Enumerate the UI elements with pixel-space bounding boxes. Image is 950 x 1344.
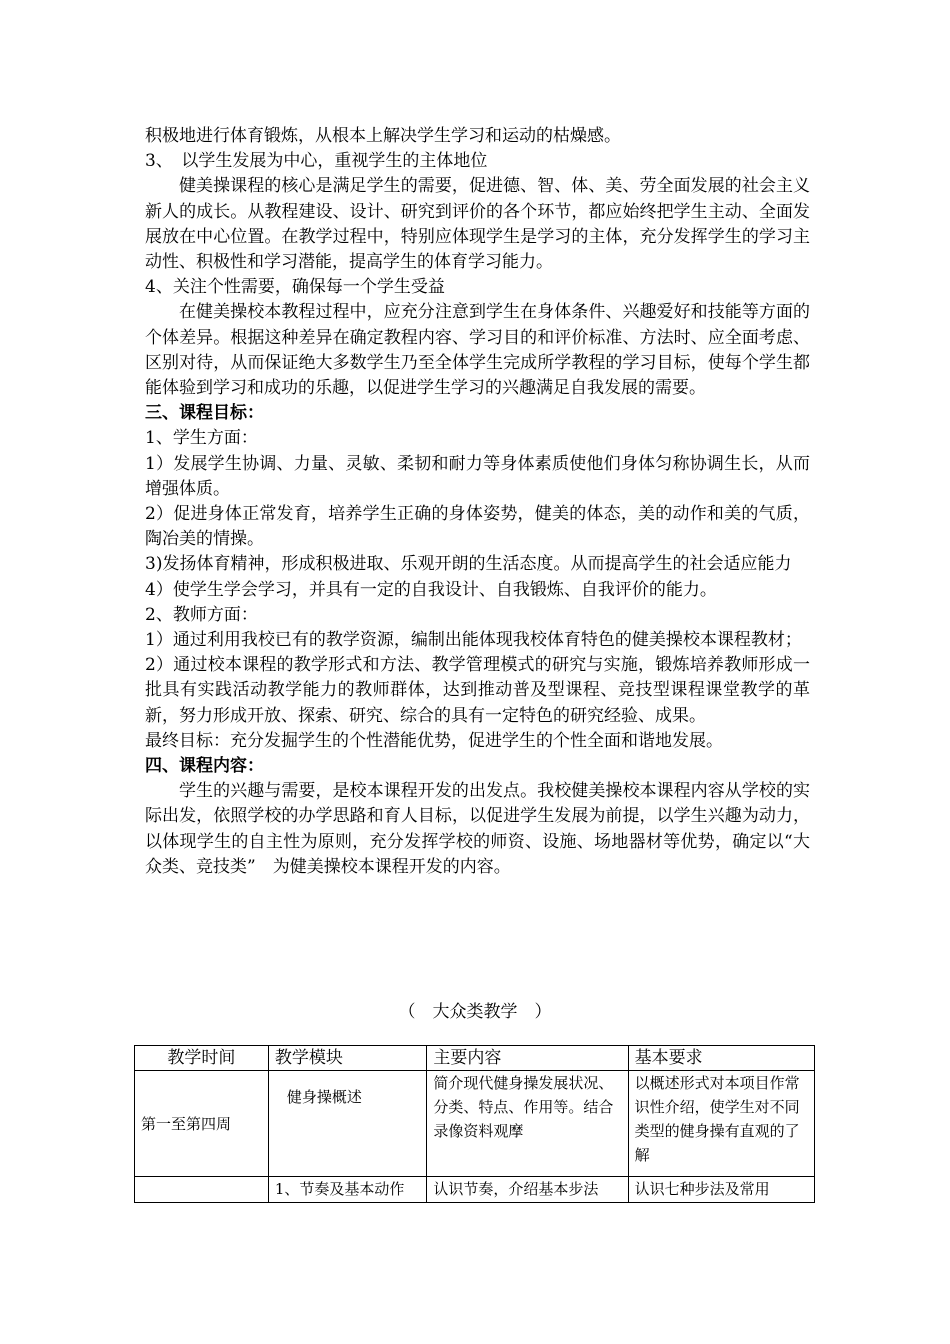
paragraph: 健美操课程的核心是满足学生的需要，促进德、智、体、美、劳全面发展的社会主义新人的成长。从教程建设、设计、研究到评价的各个环节，都应始终把学生主动、全面发展放在中心位置。在教学过程中，特别应体现学生是学习的主体，充分发挥学生的学习主动性、积极性和学习潜能，提高学生的体育学习能力。 xyxy=(145,176,810,273)
list-heading: 1、学生方面： xyxy=(145,428,258,449)
list-item: 2）通过校本课程的教学形式和方法、教学管理模式的研究与实施，锻炼培养教师形成一批具有实践活动教学能力的教师群体，达到推动普及型课程、竞技型课程课堂教学的革新，努力形成开放、探索、研究、综合的具有一定特色的研究经验、成果。 xyxy=(145,655,810,726)
paragraph: 最终目标：充分发掘学生的个性潜能优势，促进学生的个性全面和谐地发展。 xyxy=(145,730,723,751)
header-cell: 教学时间 xyxy=(135,1046,269,1071)
header-cell: 基本要求 xyxy=(628,1046,814,1071)
paragraph: 积极地进行体育锻炼，从根本上解决学生学习和运动的枯燥感。 xyxy=(145,126,621,146)
table-cell: 简介现代健身操发展状况、分类、特点、作用等。结合录像资料观摩 xyxy=(427,1071,628,1177)
section-heading: 三、课程目标： xyxy=(145,403,264,424)
section-heading: 四、课程内容： xyxy=(145,756,264,777)
list-item: 1）通过利用我校已有的教学资源，编制出能体现我校体育特色的健美操校本课程教材； xyxy=(145,630,802,651)
list-heading: 4、关注个性需要，确保每一个学生受益 xyxy=(145,277,445,298)
paragraph: 在健美操校本教程过程中，应充分注意到学生在身体条件、兴趣爱好和技能等方面的个体差异。根据这种差异在确定教程内容、学习目的和评价标准、方法时、应全面考虑、区别对待，从而保证绝大多数学生乃至全体学生完成所学教程的学习目标，使每个学生都能体验到学习和成功的乐趣，以促进学生学习的兴趣满足自我发展的需要。 xyxy=(145,302,810,399)
table-cell xyxy=(135,1177,269,1203)
table-cell: 认识节奏，介绍基本步法 xyxy=(427,1177,628,1203)
list-item: 2）促进身体正常发育，培养学生正确的身体姿势，健美的体态，美的动作和美的气质，陶冶美的情操。 xyxy=(145,504,810,550)
table-cell: 第一至第四周 xyxy=(135,1071,269,1177)
list-item: 4）使学生学会学习，并具有一定的自我设计、自我锻炼、自我评价的能力。 xyxy=(145,579,717,600)
table-caption: （ 大众类教学 ） xyxy=(398,1002,552,1022)
table-header-row xyxy=(135,1046,815,1071)
table-cell: 1、节奏及基本动作 xyxy=(268,1177,426,1203)
table-row xyxy=(135,1177,815,1203)
header-cell: 教学模块 xyxy=(268,1046,426,1071)
table-row xyxy=(135,1071,815,1177)
header-cell: 主要内容 xyxy=(427,1046,628,1071)
body-text xyxy=(145,124,810,880)
table-cell: 健身操概述 xyxy=(268,1071,426,1177)
list-heading: 2、教师方面： xyxy=(145,604,258,625)
course-table xyxy=(134,1045,815,1203)
list-item: 3)发扬体育精神，形成积极进取、乐观开朗的生活态度。从而提高学生的社会适应能力 xyxy=(145,554,792,575)
table-cell: 认识七种步法及常用 xyxy=(628,1177,814,1203)
paragraph: 学生的兴趣与需要，是校本课程开发的出发点。我校健美操校本课程内容从学校的实际出发，依照学校的办学思路和育人目标，以促进学生发展为前提，以学生兴趣为动力，以体现学生的自主性为原则，充分发挥学校的师资、设施、场地器材等优势，确定以“大众类、竞技类” 为健美操校本课程开发的内容。 xyxy=(145,781,810,877)
table-cell: 以概述形式对本项目作常识性介绍，使学生对不同类型的健身操有直观的了解 xyxy=(628,1071,814,1177)
list-item: 1）发展学生协调、力量、灵敏、柔韧和耐力等身体素质使他们身体匀称协调生长，从而增强体质。 xyxy=(145,453,810,499)
list-heading: 3、 以学生发展为中心，重视学生的主体地位 xyxy=(145,151,488,172)
